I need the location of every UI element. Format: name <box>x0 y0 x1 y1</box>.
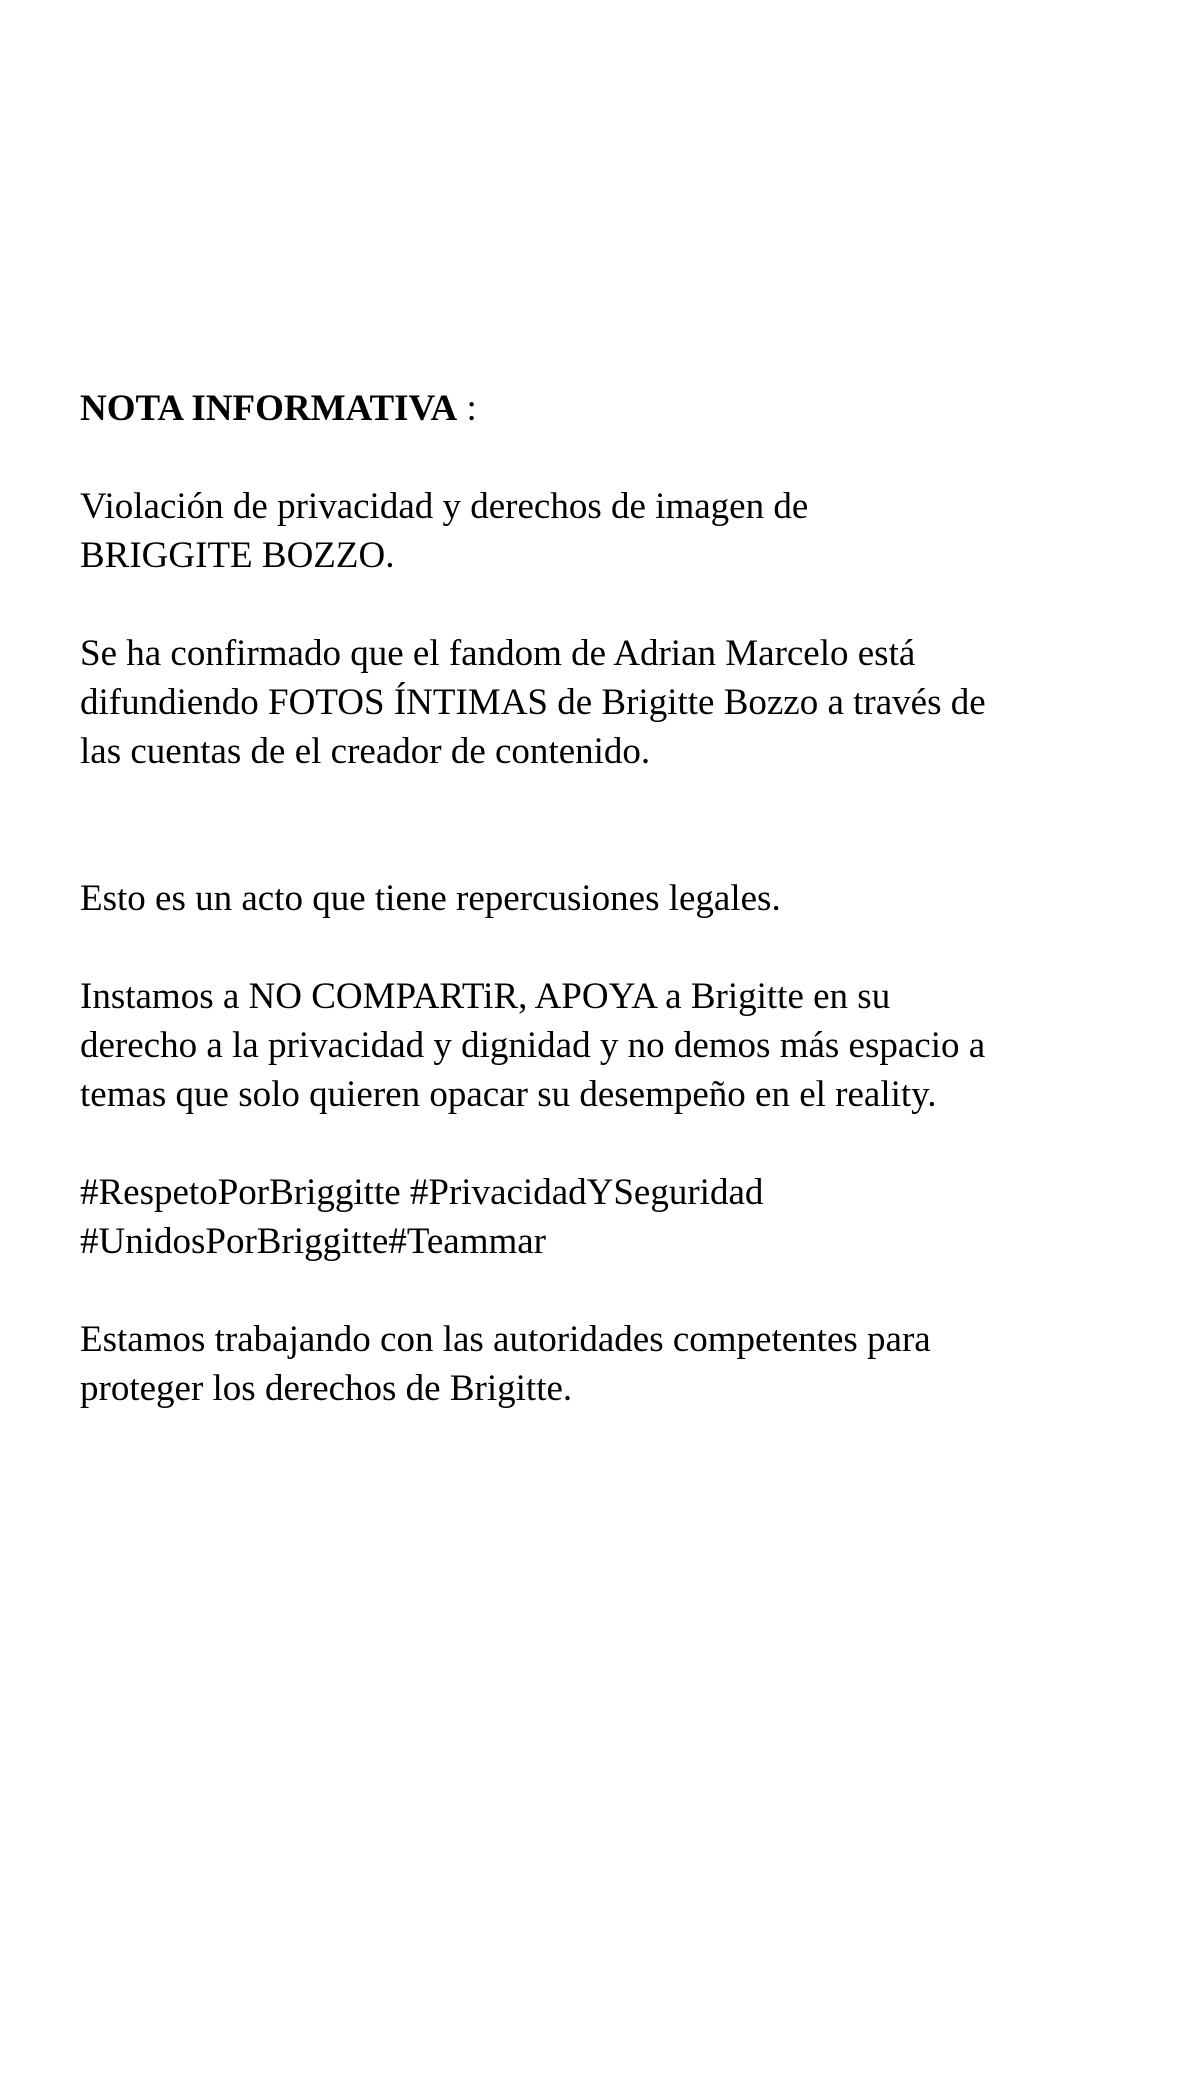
closing-line: proteger los derechos de Brigitte. <box>80 1368 573 1409</box>
confirmation-line: Se ha confirmado que el fandom de Adrian Marcelo está <box>80 633 916 674</box>
note-title-colon: : <box>457 388 477 429</box>
legal-paragraph <box>80 874 1120 923</box>
closing-line: Estamos trabajando con las autoridades competentes para <box>80 1319 931 1360</box>
confirmation-line: las cuentas de el creador de contenido. <box>80 731 651 772</box>
confirmation-paragraph <box>80 629 1120 776</box>
hashtags-line: #RespetoPorBriggitte #PrivacidadYSeguridad <box>80 1172 764 1213</box>
informative-note <box>80 384 1120 1413</box>
confirmation-line: difundiendo FOTOS ÍNTIMAS de Brigitte Bozzo a través de <box>80 682 986 723</box>
urge-paragraph <box>80 972 1120 1119</box>
urge-line: temas que solo quieren opacar su desempeño en el reality. <box>80 1074 937 1115</box>
subject-paragraph <box>80 482 1120 580</box>
urge-line: derecho a la privacidad y dignidad y no demos más espacio a <box>80 1025 986 1066</box>
subject-line: Violación de privacidad y derechos de imagen de <box>80 486 809 527</box>
legal-line: Esto es un acto que tiene repercusiones legales. <box>80 878 781 919</box>
closing-paragraph <box>80 1315 1120 1413</box>
subject-line: BRIGGITE BOZZO. <box>80 535 395 576</box>
note-heading <box>80 384 1120 433</box>
note-title: NOTA INFORMATIVA <box>80 388 458 429</box>
urge-line: Instamos a NO COMPARTiR, APOYA a Brigitte en su <box>80 976 891 1017</box>
hashtags-line: #UnidosPorBriggitte#Teammar <box>80 1221 547 1262</box>
hashtags-paragraph <box>80 1168 1120 1266</box>
